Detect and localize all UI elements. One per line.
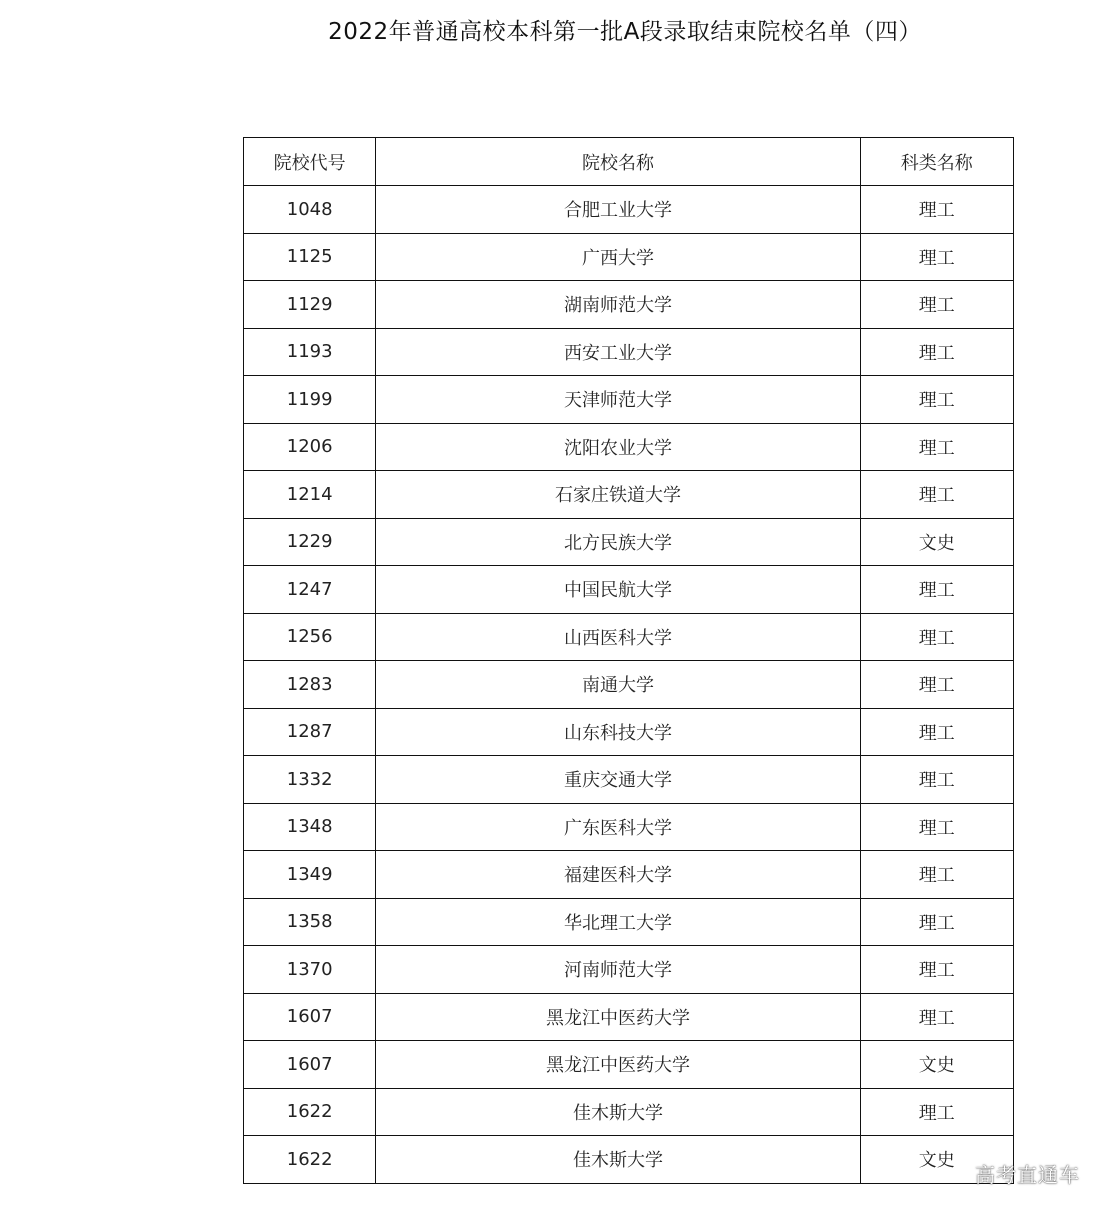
cell-school-name: 湖南师范大学 <box>376 281 860 329</box>
cell-category: 理工 <box>860 851 1013 899</box>
table-row <box>244 518 1014 566</box>
cell-category: 理工 <box>860 661 1013 709</box>
table-row <box>244 1041 1014 1089</box>
cell-school-code: 1199 <box>244 376 376 424</box>
table-row <box>244 613 1014 661</box>
cell-school-code: 1247 <box>244 566 376 614</box>
cell-school-name: 山西医科大学 <box>376 613 860 661</box>
cell-school-name: 广东医科大学 <box>376 803 860 851</box>
cell-school-name: 北方民族大学 <box>376 518 860 566</box>
table-row <box>244 851 1014 899</box>
cell-school-code: 1607 <box>244 993 376 1041</box>
cell-school-name: 黑龙江中医药大学 <box>376 1041 860 1089</box>
header-school-code: 院校代号 <box>244 138 376 186</box>
cell-category: 理工 <box>860 566 1013 614</box>
cell-school-code: 1214 <box>244 471 376 519</box>
cell-school-name: 天津师范大学 <box>376 376 860 424</box>
table-row <box>244 281 1014 329</box>
table-row <box>244 756 1014 804</box>
table-row <box>244 186 1014 234</box>
page-title: 2022年普通高校本科第一批A段录取结束院校名单（四） <box>328 19 922 45</box>
cell-school-code: 1348 <box>244 803 376 851</box>
table-row <box>244 1136 1014 1184</box>
cell-school-name: 佳木斯大学 <box>376 1088 860 1136</box>
cell-school-name: 石家庄铁道大学 <box>376 471 860 519</box>
cell-school-code: 1358 <box>244 898 376 946</box>
cell-school-code: 1287 <box>244 708 376 756</box>
cell-school-name: 山东科技大学 <box>376 708 860 756</box>
cell-school-code: 1622 <box>244 1088 376 1136</box>
cell-category: 文史 <box>860 1136 1013 1184</box>
cell-school-name: 华北理工大学 <box>376 898 860 946</box>
cell-school-code: 1332 <box>244 756 376 804</box>
cell-school-name: 广西大学 <box>376 233 860 281</box>
cell-category: 理工 <box>860 993 1013 1041</box>
cell-category: 理工 <box>860 376 1013 424</box>
cell-school-name: 河南师范大学 <box>376 946 860 994</box>
cell-category: 理工 <box>860 281 1013 329</box>
cell-school-code: 1283 <box>244 661 376 709</box>
cell-school-code: 1206 <box>244 423 376 471</box>
cell-category: 理工 <box>860 708 1013 756</box>
cell-school-code: 1048 <box>244 186 376 234</box>
cell-category: 理工 <box>860 471 1013 519</box>
table-row <box>244 376 1014 424</box>
cell-school-code: 1256 <box>244 613 376 661</box>
cell-category: 理工 <box>860 233 1013 281</box>
cell-school-code: 1349 <box>244 851 376 899</box>
cell-school-code: 1622 <box>244 1136 376 1184</box>
cell-school-name: 佳木斯大学 <box>376 1136 860 1184</box>
cell-school-code: 1229 <box>244 518 376 566</box>
cell-category: 理工 <box>860 328 1013 376</box>
watermark-text: 高考直通车 <box>975 1163 1080 1187</box>
cell-category: 理工 <box>860 186 1013 234</box>
cell-school-code: 1370 <box>244 946 376 994</box>
table-row <box>244 471 1014 519</box>
cell-category: 理工 <box>860 1088 1013 1136</box>
table-row <box>244 803 1014 851</box>
table-body <box>244 186 1014 1184</box>
cell-school-code: 1125 <box>244 233 376 281</box>
cell-category: 理工 <box>860 946 1013 994</box>
cell-category: 理工 <box>860 613 1013 661</box>
cell-school-name: 中国民航大学 <box>376 566 860 614</box>
cell-school-name: 合肥工业大学 <box>376 186 860 234</box>
cell-category: 理工 <box>860 756 1013 804</box>
table-header-row <box>244 138 1014 186</box>
cell-school-name: 西安工业大学 <box>376 328 860 376</box>
cell-school-name: 沈阳农业大学 <box>376 423 860 471</box>
table-row <box>244 566 1014 614</box>
header-school-name: 院校名称 <box>376 138 860 186</box>
cell-school-code: 1129 <box>244 281 376 329</box>
table-row <box>244 946 1014 994</box>
table-row <box>244 423 1014 471</box>
cell-school-name: 重庆交通大学 <box>376 756 860 804</box>
cell-school-code: 1607 <box>244 1041 376 1089</box>
cell-school-code: 1193 <box>244 328 376 376</box>
table-row <box>244 328 1014 376</box>
table-row <box>244 1088 1014 1136</box>
cell-school-name: 南通大学 <box>376 661 860 709</box>
table-row <box>244 993 1014 1041</box>
cell-category: 理工 <box>860 423 1013 471</box>
table-row <box>244 708 1014 756</box>
cell-school-name: 福建医科大学 <box>376 851 860 899</box>
cell-category: 文史 <box>860 518 1013 566</box>
header-category: 科类名称 <box>860 138 1013 186</box>
cell-category: 文史 <box>860 1041 1013 1089</box>
cell-category: 理工 <box>860 803 1013 851</box>
table-row <box>244 661 1014 709</box>
cell-school-name: 黑龙江中医药大学 <box>376 993 860 1041</box>
cell-category: 理工 <box>860 898 1013 946</box>
table-row <box>244 898 1014 946</box>
admission-list-table <box>243 137 1014 1184</box>
table-row <box>244 233 1014 281</box>
